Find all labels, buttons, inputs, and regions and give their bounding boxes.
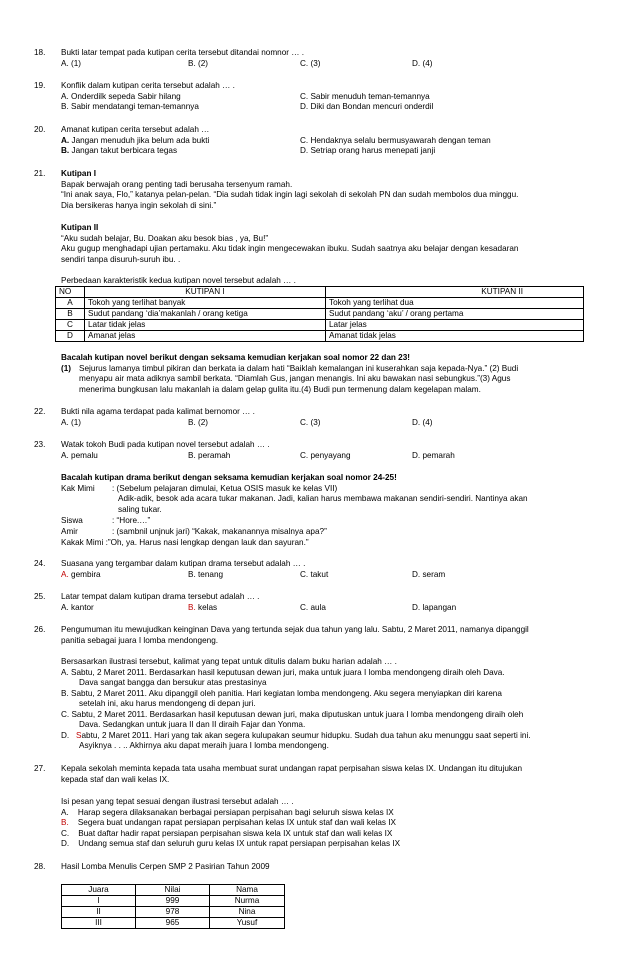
excerpt-line: “Aku sudah belajar, Bu. Doakan aku besok bias , ya, Bu!” (61, 234, 269, 243)
option-d: D. Undang semua staf dan seluruh guru kelas IX untuk rapat persiapan perpisahan kelas IX (61, 839, 401, 848)
table-header-row (56, 287, 584, 298)
question-number: 25. (34, 592, 46, 601)
question-text: panitia sebagai juara I lomba mendongeng. (61, 636, 219, 645)
option-d (61, 731, 531, 741)
option-a (61, 570, 101, 580)
table-cell: Latar tidak jelas (85, 320, 326, 331)
dialogue-line: : (Sebelum pelajaran dimulai, Ketua OSIS masuk ke kelas VII) (112, 484, 338, 493)
table-cell: II (62, 907, 136, 918)
question-number: 26. (34, 625, 46, 634)
excerpt-line: Dia bersikeras hanya ingin sekolah di sini.” (61, 201, 217, 210)
question-text: Bukti latar tempat pada kutipan cerita tersebut ditandai nomnor … . (61, 48, 305, 57)
section-instruction: Bacalah kutipan drama berikut dengan seksama kemudian kerjakan soal nomor 24-25! (61, 473, 397, 482)
dialogue-line: : “Hore.…” (112, 516, 151, 525)
option-b (61, 146, 177, 156)
option-b: B. peramah (188, 451, 231, 460)
question-text: Konflik dalam kutipan cerita tersebut adalah … . (61, 81, 235, 90)
option-a (61, 136, 209, 146)
option-a: A. Onderdilk sepeda Sabir hilang (61, 92, 181, 101)
table-cell: 978 (136, 907, 210, 918)
table-cell: Nurma (210, 896, 285, 907)
option-text: abtu, 2 Maret 2011. Hari yang tak akan segera kulupakan seumur hidupku. Sudah dua tahun aku menunggu saat seperti ini. (81, 731, 531, 740)
question-number: 28. (34, 862, 46, 871)
table-header-cell: Juara (62, 885, 136, 896)
question-text: Bersasarkan ilustrasi tersebut, kalimat yang tepat untuk ditulis dalam buku harian adalah … . (61, 657, 397, 666)
table-header-row (62, 885, 285, 896)
table-header-cell: Nama (210, 885, 285, 896)
excerpt-title: Kutipan I (61, 169, 97, 178)
option-text: kelas (195, 603, 218, 612)
table-cell: 965 (136, 918, 210, 929)
option-b: B. tenang (188, 570, 224, 579)
table-cell: Yusuf (210, 918, 285, 929)
option-c: C. Hendaknya selalu bermusyawarah dengan teman (300, 136, 491, 145)
question-number: 19. (34, 81, 46, 90)
answer-mark: B. (61, 818, 69, 827)
dialogue-line: Adik-adik, besok ada acara tukar makanan. Jadi, kalian harus membawa makanan sendiri-sendiri. Nantinya akan (118, 494, 528, 503)
option-text: gembira (68, 570, 101, 579)
answer-mark: S (76, 731, 82, 740)
table-header-cell: Nilai (136, 885, 210, 896)
speaker-name: Kak Mimi (61, 484, 95, 493)
option-c: C. Sabir menuduh teman-temannya (300, 92, 430, 101)
table-header-cell: NO (56, 287, 85, 298)
option-d: D. pemarah (412, 451, 455, 460)
option-a: A. Sabtu, 2 Maret 2011. Berdasarkan hasil keputusan dewan juri, maka untuk juara I lomba mendongeng diraih oleh Dava. (61, 668, 505, 677)
paragraph-number: (1) (61, 364, 72, 373)
option-b-cont: setelah ini, aku harus mendongeng di depan juri. (79, 699, 256, 708)
option-c: C. Sabtu, 2 Maret 2011. Berdasarkan hasil keputusan dewan juri, maka diputuskan untuk juara I lomba mendongeng diraih oleh (61, 710, 524, 719)
table-cell: B (56, 309, 85, 320)
option-b (188, 603, 217, 613)
section-instruction: Bacalah kutipan novel berikut dengan seksama kemudian kerjakan soal nomor 22 dan 23! (61, 353, 411, 362)
option-a: A. (1) (61, 418, 82, 427)
question-number: 27. (34, 764, 46, 773)
option-d-cont: Asyiknya . . .. Akhirnya aku dapat meraih juara I lomba mendongeng. (79, 741, 329, 750)
option-a: A. Harap segera dilaksanakan berbagai persiapan perpisahan bagi seluruh siswa kelas IX (61, 808, 394, 817)
question-text: Latar tempat dalam kutipan drama tersebut adalah … . (61, 592, 260, 601)
table-cell: I (62, 896, 136, 907)
question-text: Amanat kutipan cerita tersebut adalah … (61, 125, 210, 134)
option-d: D. Setriap orang harus menepati janji (300, 146, 436, 155)
excerpt-line: menerima bungkusan lalu makanlah ia dalam gelap gulita itu.(4) Budi pun termenung dalam kegelapan malam. (79, 385, 481, 394)
table-cell: A (56, 298, 85, 309)
speaker-name: Siswa (61, 516, 83, 525)
question-text: Bukti nila agama terdapat pada kalimat bernomor … . (61, 407, 255, 416)
excerpt-line: menyapu air mata adiknya sambil berkata. “Diamlah Gus, jangan menangis. Ini aku bawakan nasi sebungkus.”(3) Agus (79, 374, 511, 383)
table-cell: Sudut pandang ‘dia’makanlah / orang ketiga (85, 309, 326, 320)
table-row (62, 918, 285, 929)
excerpt-title: Kutipan II (61, 223, 99, 232)
option-b: B. Sabir mendatangi teman-temannya (61, 102, 199, 111)
table-row (62, 896, 285, 907)
excerpt-line: Aku gugup menghadapi ujian pertamaku. Aku tidak ingin mengecewakan ibuku. Sudah saatnya aku belajar dengan kesadaran (61, 244, 519, 253)
option-letter: A. (61, 136, 70, 145)
dialogue-line: saling tukar. (118, 505, 162, 514)
question-text: Perbedaan karakteristik kedua kutipan novel tersebut adalah … . (61, 276, 296, 285)
table-cell: Amanat tidak jelas (326, 331, 584, 342)
table-row (62, 907, 285, 918)
question-number: 24. (34, 559, 46, 568)
option-d: D. (4) (412, 418, 433, 427)
option-d: D. Diki dan Bondan mencuri onderdil (300, 102, 434, 111)
question-number: 18. (34, 48, 46, 57)
table-cell: 999 (136, 896, 210, 907)
comparison-table (55, 286, 584, 342)
table-row (56, 309, 584, 320)
table-cell: C (56, 320, 85, 331)
option-b (61, 818, 396, 828)
option-c: C. (3) (300, 59, 321, 68)
table-cell: Nina (210, 907, 285, 918)
table-cell: III (62, 918, 136, 929)
table-cell: Tokoh yang terlihat dua (326, 298, 584, 309)
speaker-name: Amir (61, 527, 78, 536)
question-text: Pengumuman itu mewujudkan keinginan Dava yang tertunda sejak dua tahun yang lalu. Sabtu, 2 Maret 2011, namanya dipanggil (61, 625, 529, 634)
option-c: C. Buat daftar hadir rapat persiapan perpisahan siswa kela IX untuk staf dan wali kelas IX (61, 829, 393, 838)
table-cell: D (56, 331, 85, 342)
excerpt-line: sendiri tanpa disuruh-suruh ibu. . (61, 255, 181, 264)
table-cell: Latar jelas (326, 320, 584, 331)
option-text: Jangan menuduh jika belum ada bukti (71, 136, 210, 145)
question-text: kepada staf dan wali kelas IX. (61, 775, 170, 784)
excerpt-line: Sejurus lamanya timbul pikiran dan berkata ia dalam hati “Baiklah kemalangan ini kuserahkan saja kepada-Nya.” (2) Budi (79, 364, 519, 373)
question-number: 23. (34, 440, 46, 449)
option-a-cont: Dava sangat bangga dan bersukur atas prestasinya (79, 678, 267, 687)
option-a: A. (1) (61, 59, 82, 68)
table-row (56, 298, 584, 309)
option-a: A. pemalu (61, 451, 98, 460)
option-a: A. kantor (61, 603, 94, 612)
option-d: D. (4) (412, 59, 433, 68)
option-d: D. lapangan (412, 603, 457, 612)
option-b: B. (2) (188, 59, 209, 68)
option-d: D. seram (412, 570, 446, 579)
question-number: 21. (34, 169, 46, 178)
option-text: Jangan takut berbicara tegas (71, 146, 178, 155)
option-c: C. takut (300, 570, 329, 579)
question-text: Kepala sekolah meminta kepada tata usaha membuat surat undangan rapat perpisahan siswa kelas IX. Undangan itu ditujukan (61, 764, 523, 773)
option-c-cont: Dava. Sedangkan untuk juara II dan II diraih Fajar dan Yonma. (79, 720, 306, 729)
question-number: 22. (34, 407, 46, 416)
question-text: Hasil Lomba Menulis Cerpen SMP 2 Pasirian Tahun 2009 (61, 862, 270, 871)
question-text: Suasana yang tergambar dalam kutipan drama tersebut adalah … . (61, 559, 306, 568)
table-cell: Amanat jelas (85, 331, 326, 342)
answer-mark: A. (61, 570, 69, 579)
table-header-cell: KUTIPAN II (326, 287, 584, 298)
option-text: Segera buat undangan rapat persiapan perpisahan kelas IX untuk staf dan wali kelas IX (68, 818, 397, 827)
table-row (56, 320, 584, 331)
option-b: B. (2) (188, 418, 209, 427)
option-c: C. aula (300, 603, 326, 612)
option-b: B. Sabtu, 2 Maret 2011. Aku dipanggil oleh panitia. Hari kegiatan lomba mendongeng. Aku segera menyiapkan diri karena (61, 689, 502, 698)
table-cell: Sudut pandang ‘aku’ / orang pertama (326, 309, 584, 320)
question-text: Watak tokoh Budi pada kutipan novel tersebut adalah … . (61, 440, 270, 449)
table-row (56, 331, 584, 342)
dialogue-line: Kakak Mimi :”Oh, ya. Harus nasi lengkap dengan lauk dan sayuran.” (61, 538, 309, 547)
question-number: 20. (34, 125, 46, 134)
option-letter: D. (61, 731, 77, 740)
option-c: C. penyayang (300, 451, 351, 460)
option-c: C. (3) (300, 418, 321, 427)
option-letter: B. (61, 146, 70, 155)
answer-mark: B. (188, 603, 196, 612)
results-table (61, 884, 285, 929)
table-cell: Tokoh yang terlihat banyak (85, 298, 326, 309)
dialogue-line: : (sambnil unjnuk jari) “Kakak, makanannya misalnya apa?” (112, 527, 327, 536)
table-header-cell: KUTIPAN I (85, 287, 326, 298)
excerpt-line: “Ini anak saya, Flo,” katanya pelan-pelan. “Dia sudah tidak ingin lagi sekolah di sekolah PN dan sudah membolos dua minggu. (61, 190, 519, 199)
excerpt-line: Bapak berwajah orang penting tadi berusaha tersenyum ramah. (61, 180, 293, 189)
question-text: Isi pesan yang tepat sesuai dengan ilustrasi tersebut adalah … . (61, 797, 294, 806)
